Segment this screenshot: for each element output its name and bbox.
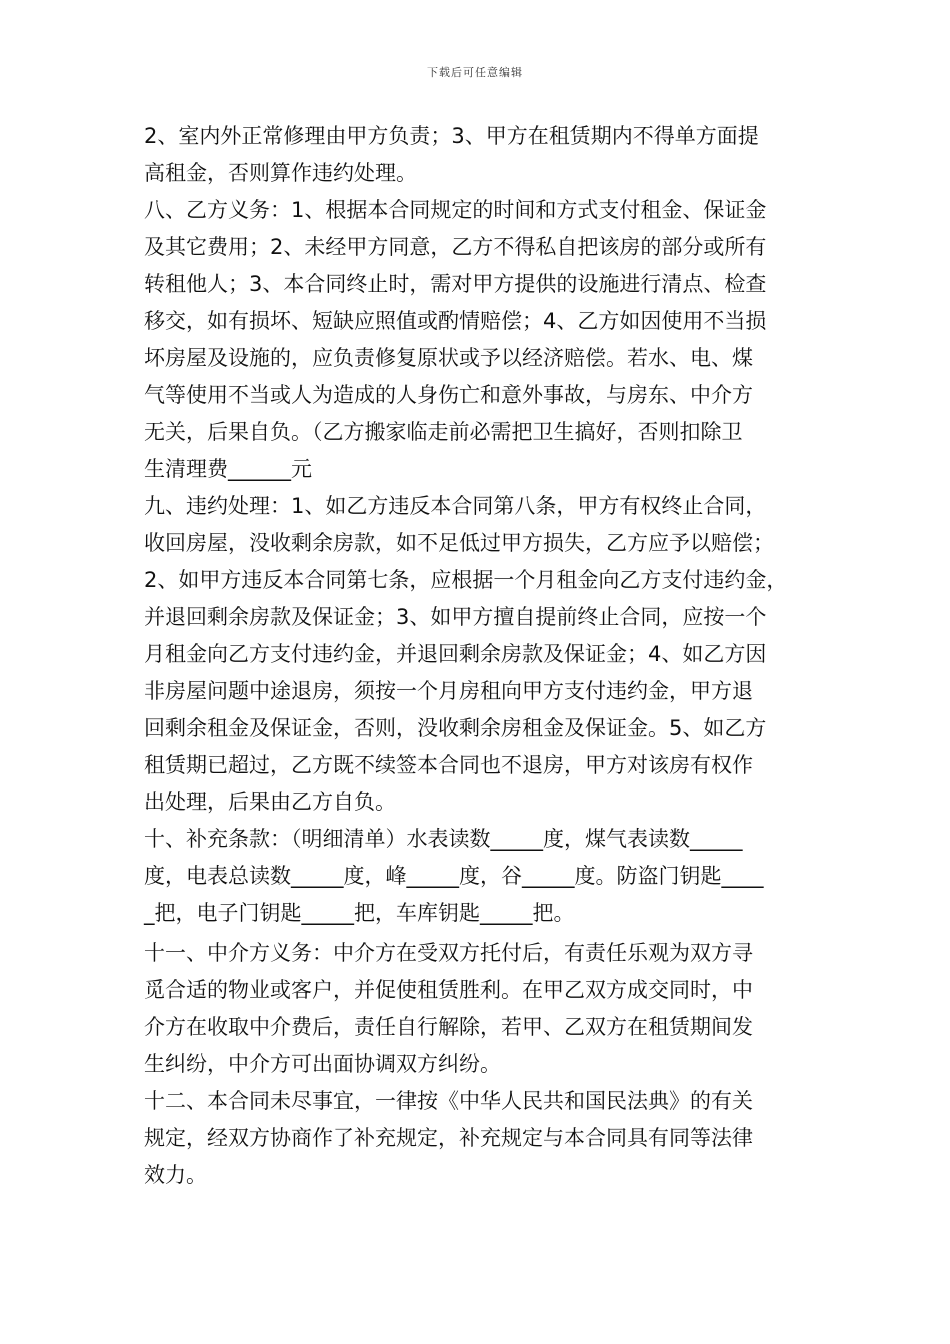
text-line: _把，电子门钥匙_____把，车库钥匙_____把。 [144, 901, 575, 925]
text-line: 生清理费______元 [144, 457, 312, 481]
text-line: 坏房屋及设施的，应负责修复原状或予以经济赔偿。若水、电、煤 [144, 346, 753, 370]
text-line: 十、补充条款：（明细清单）水表读数_____度，煤气表读数_____ [144, 827, 743, 851]
text-line: 规定，经双方协商作了补充规定，补充规定与本合同具有同等法律 [144, 1126, 753, 1150]
text-line: 非房屋问题中途退房，须按一个月房租向甲方支付违约金，甲方退 [144, 679, 753, 703]
text-line: 租赁期已超过，乙方既不续签本合同也不退房，甲方对该房有权作 [144, 753, 753, 777]
text-line: 介方在收取中介费后，责任自行解除，若甲、乙双方在租赁期间发 [144, 1015, 753, 1039]
text-line: 出处理，后果由乙方自负。 [144, 790, 396, 814]
text-line: 回剩余租金及保证金，否则，没收剩余房租金及保证金。5、如乙方 [144, 716, 767, 740]
text-line: 无关，后果自负。（乙方搬家临走前必需把卫生搞好，否则扣除卫 [144, 420, 743, 444]
text-line: 十一、中介方义务：中介方在受双方托付后，有责任乐观为双方寻 [144, 941, 753, 965]
page-header: 下载后可任意编辑 [427, 66, 523, 79]
text-line: 八、乙方义务：1、根据本合同规定的时间和方式支付租金、保证金 [144, 198, 767, 222]
text-line: 高租金，否则算作违约处理。 [144, 161, 417, 185]
text-line: 并退回剩余房款及保证金；3、如甲方擅自提前终止合同，应按一个 [144, 605, 767, 629]
text-line: 收回房屋，没收剩余房款，如不足低过甲方损失，乙方应予以赔偿； [144, 531, 774, 555]
text-line: 及其它费用；2、未经甲方同意，乙方不得私自把该房的部分或所有 [144, 235, 767, 259]
text-line: 转租他人；3、本合同终止时，需对甲方提供的设施进行清点、检查 [144, 272, 767, 296]
text-line: 2、室内外正常修理由甲方负责；3、甲方在租赁期内不得单方面提 [144, 124, 759, 148]
text-line: 移交，如有损坏、短缺应照值或酌情赔偿；4、乙方如因使用不当损 [144, 309, 767, 333]
text-line: 九、违约处理：1、如乙方违反本合同第八条，甲方有权终止合同， [144, 494, 767, 518]
text-line: 效力。 [144, 1163, 207, 1187]
text-line: 2、如甲方违反本合同第七条，应根据一个月租金向乙方支付违约金， [144, 568, 788, 592]
text-line: 生纠纷，中介方可出面协调双方纠纷。 [144, 1052, 501, 1076]
text-line: 气等使用不当或人为造成的人身伤亡和意外事故，与房东、中介方 [144, 383, 753, 407]
text-line: 月租金向乙方支付违约金，并退回剩余房款及保证金；4、如乙方因 [144, 642, 767, 666]
document-body [144, 118, 816, 1194]
text-line: 十二、本合同未尽事宜，一律按《中华人民共和国民法典》的有关 [144, 1089, 753, 1113]
text-line: 觅合适的物业或客户，并促使租赁胜利。在甲乙双方成交同时，中 [144, 978, 753, 1002]
text-line: 度，电表总读数_____度，峰_____度，谷_____度。防盗门钥匙____ [144, 864, 764, 888]
